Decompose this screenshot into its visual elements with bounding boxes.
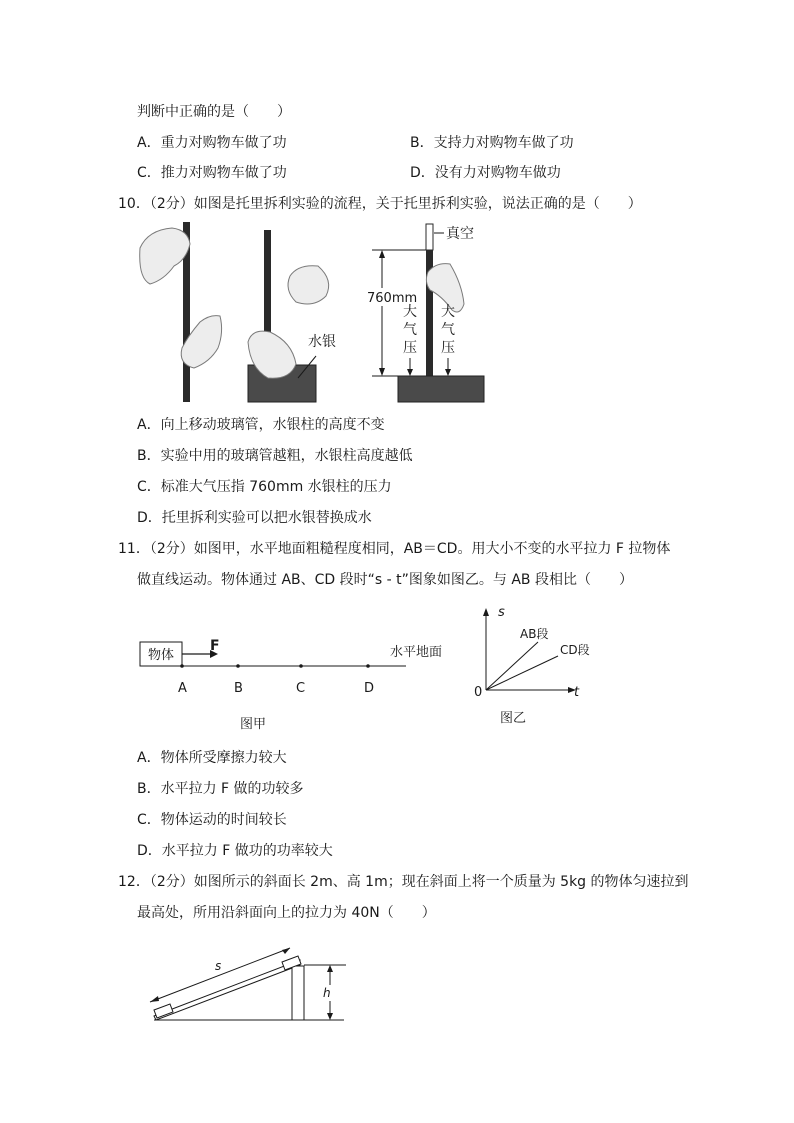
incline-plank [154,960,300,1020]
atm-right-char-2: 气 [441,322,455,338]
arrow-down-icon [379,368,385,376]
origin-label: 0 [474,685,483,700]
force-label: F [210,638,220,654]
h-arrow-down-icon [327,1013,333,1020]
atm-right-char-1: 大 [441,304,455,320]
point-d-label: D [364,681,375,696]
vacuum-label: 真空 [446,226,474,242]
hand-top-icon [140,228,190,284]
vacuum-segment [426,224,433,250]
panel-inverting [248,230,336,402]
point-b-label: B [234,681,243,696]
q12-stem-line1: 12．（2分）如图所示的斜面长 2m、高 1m；现在斜面上将一个质量为 5kg 的物体匀速拉到 [118,874,689,890]
q9-option-c[interactable]: C．推力对购物车做了功 [137,165,287,181]
q9-option-b[interactable]: B．支持力对购物车做了功 [410,135,574,151]
q9-option-d[interactable]: D．没有力对购物车做功 [410,165,561,181]
figure-b-st-graph [470,602,590,728]
figure-a-caption: 图甲 [240,717,267,732]
y-axis-arrow-icon [483,608,489,616]
h-arrow-up-icon [327,965,333,972]
atm-left-char-3: 压 [403,340,417,356]
q11-option-c[interactable]: C．物体运动的时间较长 [137,812,287,828]
q10-option-d[interactable]: D．托里拆利实验可以把水银替换成水 [137,510,372,526]
support-post [292,966,304,1020]
q12-stem-line2: 最高处，所用沿斜面向上的拉力为 40N（ ） [137,905,436,921]
q11-stem-line2: 做直线运动。物体通过 AB、CD 段时“s - t”图象如图乙。与 AB 段相比（ ） [137,572,633,588]
q10-option-b[interactable]: B．实验中用的玻璃管越粗，水银柱高度越低 [137,448,413,464]
torricelli-figure [130,218,490,410]
line-cd-label: CD段 [560,643,590,657]
arrow-up-icon [379,250,385,258]
figure-b-caption: 图乙 [500,711,527,726]
line-cd [486,656,558,690]
atm-right-char-3: 压 [441,340,455,356]
point-a-label: A [178,681,187,696]
panel-tube-filled [140,222,222,402]
q10-option-a[interactable]: A．向上移动玻璃管，水银柱的高度不变 [137,417,385,433]
atm-left-char-2: 气 [403,322,417,338]
mercury-label: 水银 [308,334,336,350]
object-label: 物体 [148,648,175,663]
line-ab [486,642,538,690]
x-axis-label: t [574,685,580,700]
s-arrow-end-icon [282,948,290,954]
hand-holding-icon [288,266,329,304]
atm-left-char-1: 大 [403,304,417,320]
s-arrow-start-icon [150,996,159,1002]
object-block-start [154,1004,173,1018]
pressure-arrow-right-icon [445,369,451,376]
line-ab-label: AB段 [520,627,549,641]
figure-a-ground [136,630,456,740]
y-axis-label: s [498,605,505,620]
q10-option-c[interactable]: C．标准大气压指 760mm 水银柱的压力 [137,479,392,495]
q9-option-a[interactable]: A．重力对购物车做了功 [137,135,287,151]
q11-option-a[interactable]: A．物体所受摩擦力较大 [137,750,287,766]
h-label: h [323,986,331,1000]
q9-stem-tail: 判断中正确的是（ ） [137,104,291,120]
pressure-arrow-left-icon [407,369,413,376]
ground-label: 水平地面 [390,645,443,660]
q11-stem-line1: 11．（2分）如图甲，水平地面粗糙程度相同，AB＝CD。用大小不变的水平拉力 F 拉物体 [118,541,671,557]
q10-stem: 10．（2分）如图是托里拆利实验的流程，关于托里拆利实验，说法正确的是（ ） [118,196,642,212]
height-label: 760mm [367,291,418,306]
panel-measurement [366,224,484,402]
s-label: s [215,959,222,973]
incline-figure [140,934,360,1030]
point-c-label: C [296,681,306,696]
q11-option-b[interactable]: B．水平拉力 F 做的功较多 [137,781,304,797]
mercury-trough-2 [398,376,484,402]
q11-option-d[interactable]: D．水平拉力 F 做功的功率较大 [137,843,333,859]
